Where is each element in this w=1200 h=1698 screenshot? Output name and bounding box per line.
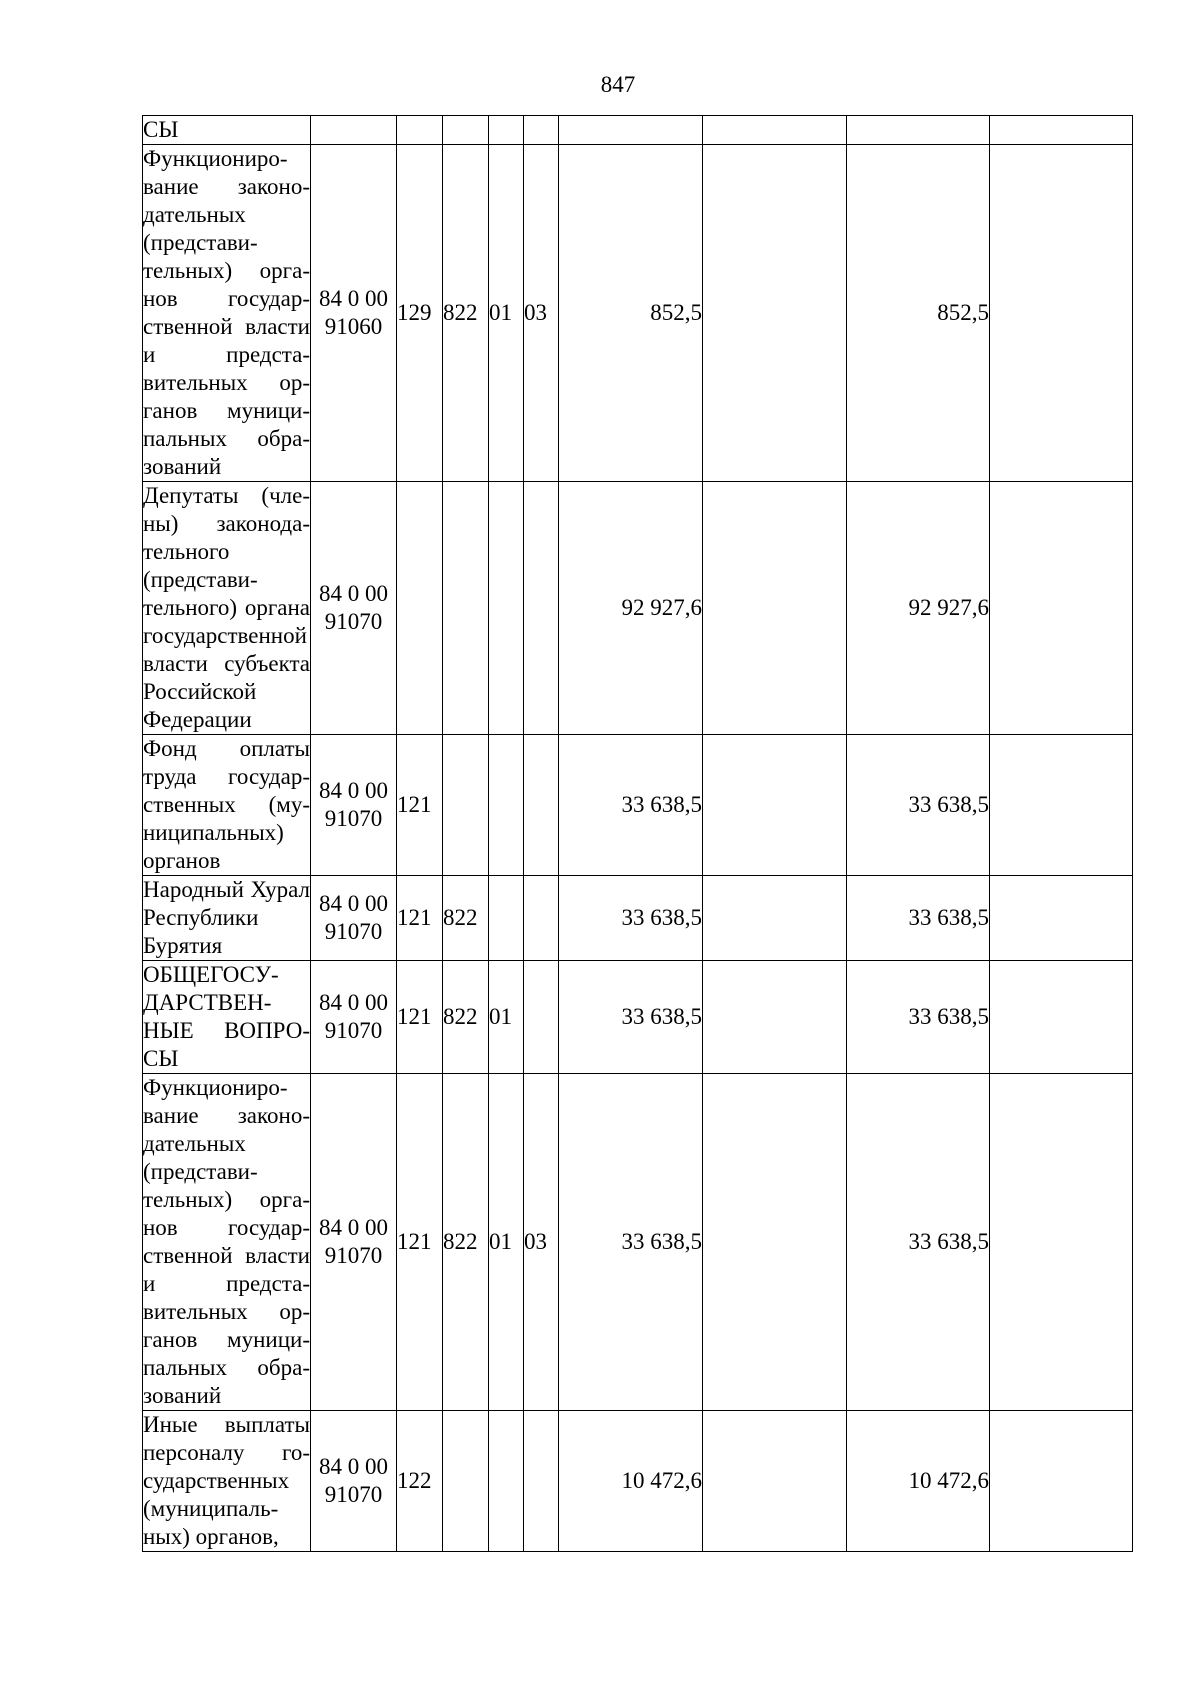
amount-cell-4 (990, 876, 1133, 961)
csr-cell: 84 0 00 91070 (311, 1411, 397, 1552)
amount-cell-2 (703, 145, 847, 482)
amount-cell-2 (703, 116, 847, 145)
vr-cell: 122 (397, 1411, 443, 1552)
amount-cell-4 (990, 116, 1133, 145)
ved-cell (443, 116, 489, 145)
amount-cell-3: 33 638,5 (847, 1074, 990, 1411)
ved-cell: 822 (443, 1074, 489, 1411)
vr-cell: 121 (397, 961, 443, 1074)
pr-cell (524, 961, 559, 1074)
amount-cell-2 (703, 735, 847, 876)
pr-cell (524, 1411, 559, 1552)
ved-cell (443, 482, 489, 735)
csr-cell: 84 0 00 91070 (311, 482, 397, 735)
pr-cell: 03 (524, 145, 559, 482)
amount-cell-1: 33 638,5 (559, 735, 703, 876)
rz-cell: 01 (489, 1074, 524, 1411)
rz-cell: 01 (489, 145, 524, 482)
table-row (143, 735, 1133, 876)
ved-cell (443, 735, 489, 876)
table-row (143, 482, 1133, 735)
amount-cell-4 (990, 961, 1133, 1074)
rz-cell (489, 735, 524, 876)
csr-cell: 84 0 00 91060 (311, 145, 397, 482)
amount-cell-4 (990, 1411, 1133, 1552)
amount-cell-2 (703, 1074, 847, 1411)
amount-cell-3: 33 638,5 (847, 961, 990, 1074)
vr-cell: 129 (397, 145, 443, 482)
pr-cell (524, 735, 559, 876)
amount-cell-2 (703, 961, 847, 1074)
amount-cell-1 (559, 116, 703, 145)
table-row (143, 961, 1133, 1074)
amount-cell-1: 33 638,5 (559, 1074, 703, 1411)
vr-cell (397, 482, 443, 735)
row-name-cell: Иные выплаты персоналу государственных (муниципальных) органов, (143, 1411, 311, 1552)
rz-cell (489, 482, 524, 735)
row-name-cell: Функционирование законодательных (представительных) органов государственной власти и представительных органов муниципальных образований (143, 1074, 311, 1411)
amount-cell-4 (990, 735, 1133, 876)
amount-cell-1: 33 638,5 (559, 961, 703, 1074)
rz-cell (489, 876, 524, 961)
csr-cell (311, 116, 397, 145)
table-row (143, 1411, 1133, 1552)
amount-cell-1: 852,5 (559, 145, 703, 482)
budget-table (142, 115, 1133, 1552)
amount-cell-2 (703, 876, 847, 961)
table-body (143, 116, 1133, 1552)
amount-cell-4 (990, 145, 1133, 482)
vr-cell (397, 116, 443, 145)
amount-cell-3: 92 927,6 (847, 482, 990, 735)
row-name-cell: Фонд оплаты труда государственных (муниципальных) органов (143, 735, 311, 876)
row-name-cell: СЫ (143, 116, 311, 145)
pr-cell (524, 482, 559, 735)
table-row (143, 876, 1133, 961)
amount-cell-3: 852,5 (847, 145, 990, 482)
page-number: 847 (600, 72, 636, 97)
row-name-cell: Функционирование законодательных (представительных) органов государственной власти и представительных органов муниципальных образований (143, 145, 311, 482)
pr-cell (524, 876, 559, 961)
rz-cell: 01 (489, 961, 524, 1074)
ved-cell (443, 1411, 489, 1552)
ved-cell: 822 (443, 961, 489, 1074)
amount-cell-1: 10 472,6 (559, 1411, 703, 1552)
amount-cell-1: 33 638,5 (559, 876, 703, 961)
amount-cell-2 (703, 1411, 847, 1552)
row-name-cell: Депутаты (члены) законодательного (представительного) органа государственной власти субъекта Российской Федерации (143, 482, 311, 735)
amount-cell-1: 92 927,6 (559, 482, 703, 735)
pr-cell: 03 (524, 1074, 559, 1411)
amount-cell-3: 33 638,5 (847, 735, 990, 876)
amount-cell-2 (703, 482, 847, 735)
vr-cell: 121 (397, 735, 443, 876)
amount-cell-3 (847, 116, 990, 145)
row-name-cell: Народный Хурал Республики Бурятия (143, 876, 311, 961)
amount-cell-4 (990, 482, 1133, 735)
ved-cell: 822 (443, 145, 489, 482)
csr-cell: 84 0 00 91070 (311, 961, 397, 1074)
ved-cell: 822 (443, 876, 489, 961)
table-row (143, 116, 1133, 145)
vr-cell: 121 (397, 1074, 443, 1411)
csr-cell: 84 0 00 91070 (311, 876, 397, 961)
csr-cell: 84 0 00 91070 (311, 1074, 397, 1411)
rz-cell (489, 1411, 524, 1552)
amount-cell-4 (990, 1074, 1133, 1411)
csr-cell: 84 0 00 91070 (311, 735, 397, 876)
pr-cell (524, 116, 559, 145)
vr-cell: 121 (397, 876, 443, 961)
row-name-cell: ОБЩЕГОСУДАРСТВЕННЫЕ ВОПРОСЫ (143, 961, 311, 1074)
table-row (143, 1074, 1133, 1411)
amount-cell-3: 33 638,5 (847, 876, 990, 961)
table-row (143, 145, 1133, 482)
rz-cell (489, 116, 524, 145)
amount-cell-3: 10 472,6 (847, 1411, 990, 1552)
